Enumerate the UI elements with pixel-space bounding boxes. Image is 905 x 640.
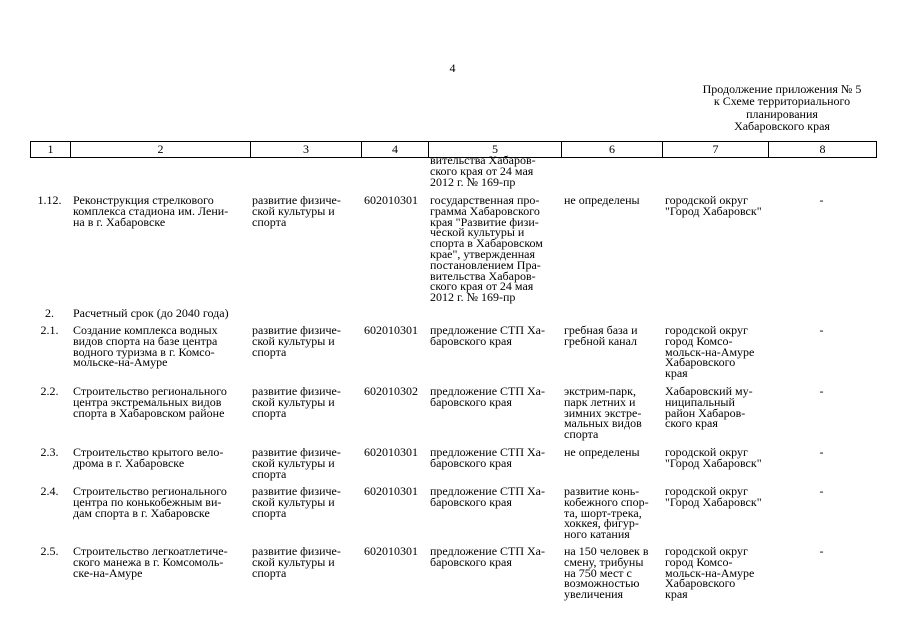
appendix-header-line: планирования (746, 106, 818, 121)
table-cell-col1: 2.1. (40, 323, 59, 337)
appendix-header-line: к Схеме территориального (713, 94, 851, 109)
table-cell-col8: - (819, 445, 824, 459)
table-cell-col2: Строительство легкоатлетиче- ского манежа в г. Комсомоль- ске-на-Амуре (73, 544, 228, 580)
table-cell-col2: Создание комплекса водных видов спорта на базе центра водного туризма в г. Комсо- мольске-на-Амуре (73, 323, 218, 370)
table-cell-col2: Строительство регионального центра экстремальных видов спорта в Хабаровском районе (73, 384, 227, 420)
table-cell-col7: городской округ город Комсо- мольск-на-Амуре Хабаровского края (665, 544, 755, 602)
table-cell-col7: городской округ "Город Хабаровск" (665, 445, 762, 470)
table-cell-col7: городской округ город Комсо- мольск-на-Амуре Хабаровского края (665, 323, 755, 381)
table-cell-col7: городской округ "Город Хабаровск" (665, 193, 762, 218)
table-cell-col6: не определены (564, 445, 640, 459)
table-cell-col4: 602010301 (364, 544, 418, 558)
table-cell-col3: развитие физиче- ской культуры и спорта (252, 384, 341, 420)
table-cell-col5: государственная про- грамма Хабаровского края "Развитие физи- ческой культуры и спорта в Хабаровском крае", утвержденная постановлением Пра- вительства Хабаров- ского края от 24 мая 2012 г. № 169-пр (430, 193, 543, 305)
column-header: 8 (768, 142, 876, 157)
table-row (0, 445, 905, 481)
table-cell-col3: развитие физиче- ской культуры и спорта (252, 193, 341, 229)
table-cell-col6: развитие конь- кобежного спор- та, шорт-трека, хоккея, фигур- ного катания (564, 484, 649, 542)
table-cell-col1: 2.4. (40, 484, 59, 498)
table-cell-col5: предложение СТП Ха- баровского края (430, 544, 546, 569)
table-cell-col5: предложение СТП Ха- баровского края (430, 484, 546, 509)
table-row (0, 384, 905, 442)
column-header: 4 (361, 142, 428, 157)
table-cell-col8: - (819, 323, 824, 337)
table-cell-col4: 602010302 (364, 384, 418, 398)
table-cell-col4: 602010301 (364, 445, 418, 459)
table-cell-col4: 602010301 (364, 484, 418, 498)
table-cell-col5: предложение СТП Ха- баровского края (430, 323, 546, 348)
table-cell-col8: - (819, 384, 824, 398)
table-cell-col8: - (819, 484, 824, 498)
table-cell-col8: - (819, 544, 824, 558)
table-cell-col5: предложение СТП Ха- баровского края (430, 384, 546, 409)
column-header: 3 (250, 142, 361, 157)
table-row (0, 193, 905, 305)
appendix-header-line: Хабаровского края (734, 118, 830, 133)
table-row (0, 544, 905, 602)
table-cell-col2: Строительство крытого вело- дрома в г. Хабаровске (73, 445, 224, 470)
column-header: 1 (47, 142, 54, 156)
table-cell-col2: Строительство регионального центра по конькобежным ви- дам спорта в г. Хабаровске (73, 484, 227, 520)
table-cell-col6: гребная база и гребной канал (564, 323, 638, 348)
table-cell-col7: Хабаровский му- ниципальный район Хабаров- ского края (665, 384, 753, 431)
table-cell-col1: 2.2. (40, 384, 59, 398)
table-cell-col6: экстрим-парк, парк летних и зимних экстре- мальных видов спорта (564, 384, 642, 442)
page-number: 4 (449, 61, 456, 75)
table-cell-col2: Расчетный срок (до 2040 года) (73, 306, 229, 320)
table-section-row (0, 306, 905, 320)
table-cell-col6: не определены (564, 193, 640, 207)
table-cell-col1: 1.12. (37, 193, 62, 207)
appendix-header-line: Продолжение приложения № 5 (702, 82, 862, 96)
column-header: 7 (662, 142, 768, 157)
table-cell-col7: городской округ "Город Хабаровск" (665, 484, 762, 509)
table-cell-col2: Реконструкция стрелкового комплекса стадиона им. Лени- на в г. Хабаровске (73, 193, 229, 229)
table-cell-col3: развитие физиче- ской культуры и спорта (252, 445, 341, 481)
table-row (0, 484, 905, 542)
table-cell-col4: 602010301 (364, 323, 418, 337)
table-cell-col5: вительства Хабаров- ского края от 24 мая 2012 г. № 169-пр (430, 153, 536, 189)
table-row (0, 323, 905, 381)
table-cell-col5: предложение СТП Ха- баровского края (430, 445, 546, 470)
table-cell-col6: на 150 человек в смену, трибуны на 750 мест с возможностью увеличения (564, 544, 649, 602)
column-header: 5 (428, 142, 561, 157)
table-row-continuation (0, 153, 905, 189)
table-cell-col8: - (819, 193, 824, 207)
column-header: 6 (561, 142, 662, 157)
table-cell-col3: развитие физиче- ской культуры и спорта (252, 484, 341, 520)
table-cell-col1: 2.3. (40, 445, 59, 459)
table-cell-col3: развитие физиче- ской культуры и спорта (252, 323, 341, 359)
table-cell-col1: 2.5. (40, 544, 59, 558)
column-header: 2 (70, 142, 250, 157)
appendix-header (690, 83, 874, 132)
table-cell-col1: 2. (45, 306, 54, 320)
table-cell-col3: развитие физиче- ской культуры и спорта (252, 544, 341, 580)
table-cell-col4: 602010301 (364, 193, 418, 207)
